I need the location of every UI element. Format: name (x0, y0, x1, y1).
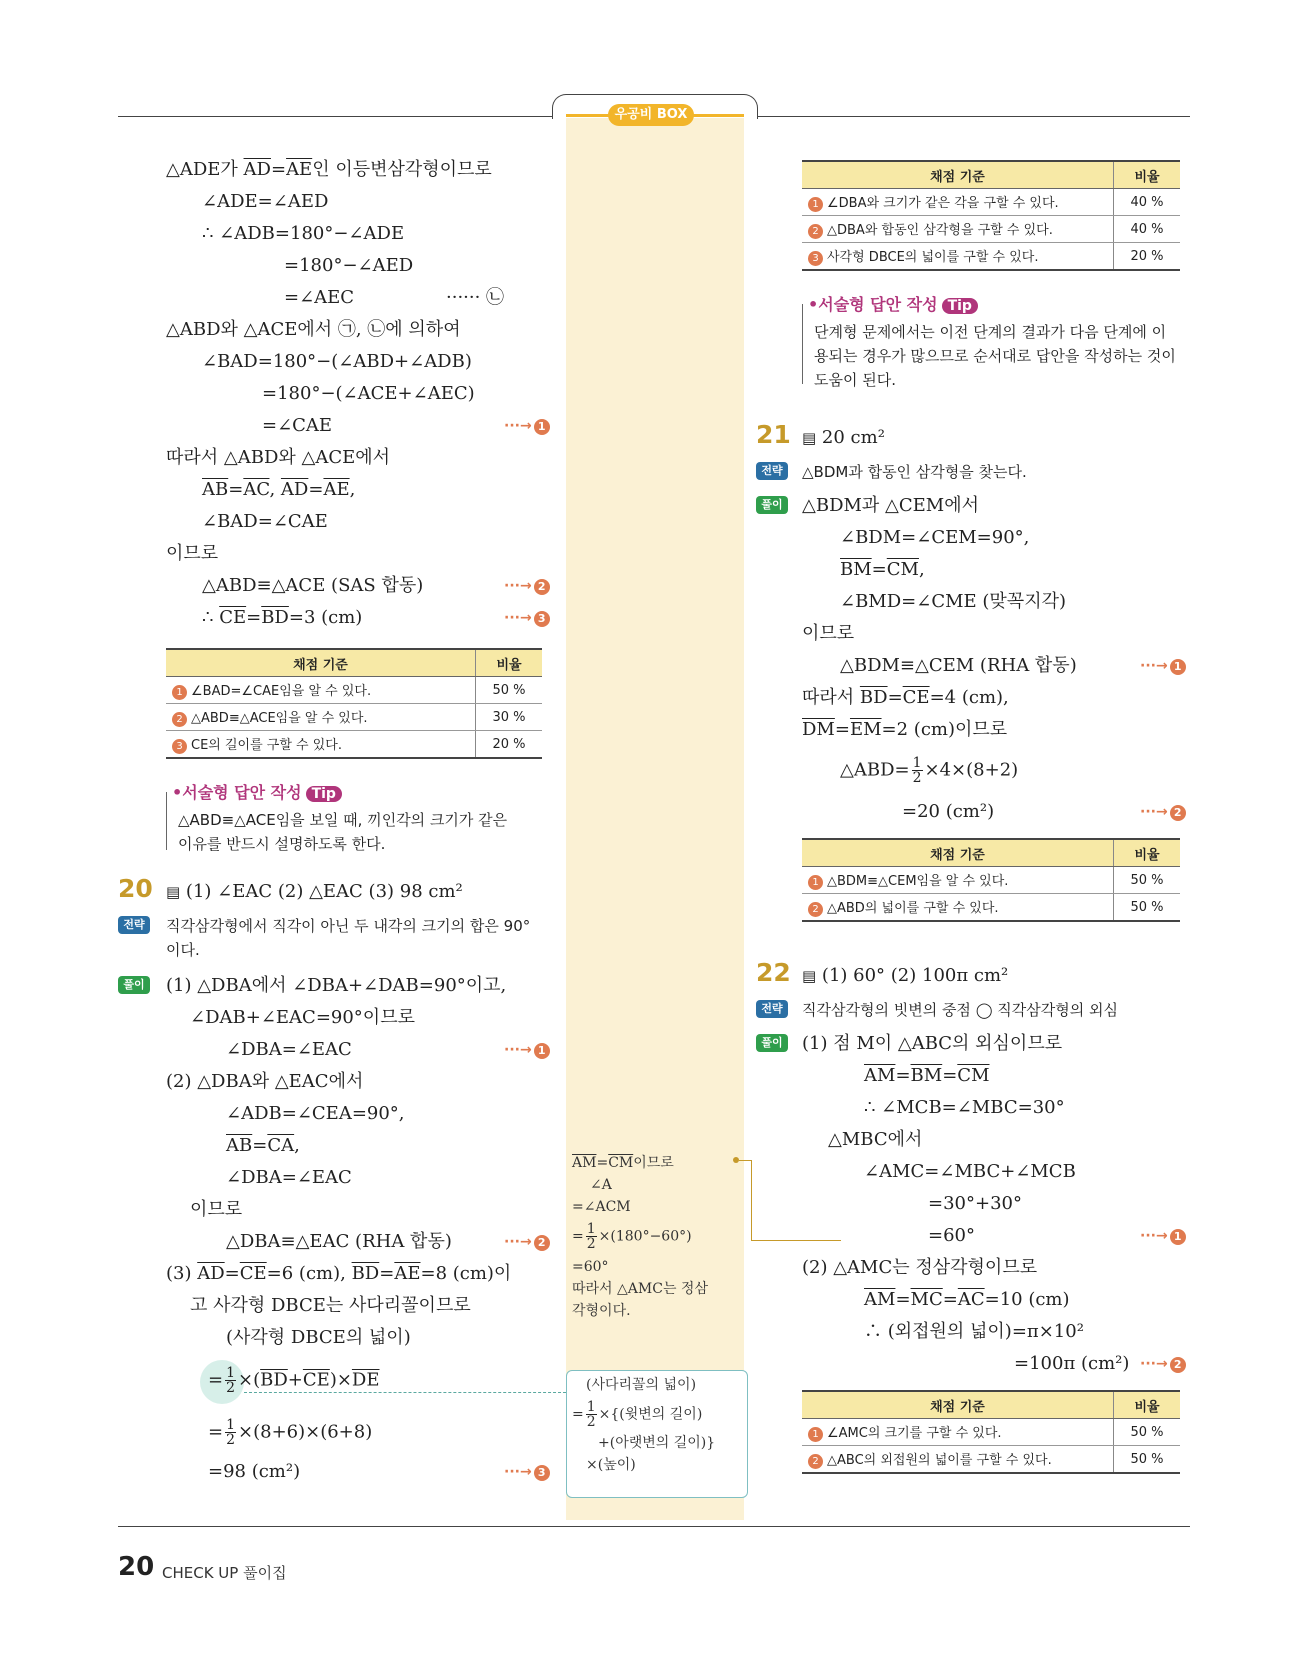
step-marker-2: ···→ 2 (1140, 804, 1186, 821)
line: △ADE가 $\overline{AD}=\overline{AE}$인 이등변삼각형이므로 (166, 159, 492, 180)
footer-rule (118, 1526, 1190, 1527)
line: ∴ $\overline{CE}=\overline{BD}=3$ (cm) (202, 607, 363, 628)
line: ∠BMD=∠CME (맞꼭지각) (840, 591, 1066, 612)
step-marker-3: ···→ 3 (504, 610, 550, 627)
line: (사각형 DBCE의 넓이) (226, 1327, 411, 1348)
grading-table-22 (802, 1390, 1180, 1474)
tip-bar (802, 304, 803, 384)
strategy-badge: 전략 (756, 462, 788, 480)
footer-title: CHECK UP 풀이집 (162, 1564, 287, 1582)
strategy-text: △BDM과 합동인 삼각형을 찾는다. (802, 463, 1027, 481)
grade-header-criteria: 채점 기준 (166, 649, 476, 677)
line: ∴ ∠ADB=180°−∠ADE (202, 223, 405, 244)
tip-bar (166, 792, 167, 850)
line: △BDM과 △CEM에서 (802, 495, 980, 516)
line: =∠CAE (262, 415, 333, 436)
line: $\overline{BM}=\overline{CM}$, (840, 559, 925, 580)
box-accent-line-right (690, 114, 744, 117)
tip-title: •서술형 답안 작성 Tip (808, 292, 978, 315)
line: ∠ADE=∠AED (202, 191, 329, 212)
line: (2) △DBA와 △EAC에서 (166, 1071, 364, 1092)
line: ∠AMC=∠MBC+∠MCB (864, 1161, 1076, 1182)
box-note: $\overline{AM}=\overline{CM}$이므로 (572, 1155, 674, 1171)
line: $\overline{AB}=\overline{AC}$, $\overline{AD}=\overline{AE}$, (202, 479, 356, 500)
box-note: = $\frac{1}{2}$ ×{(윗변의 길이) (572, 1399, 703, 1430)
box-note: =60° (572, 1259, 609, 1275)
question-number-22: 22 (756, 958, 791, 987)
grading-table-21 (802, 838, 1180, 922)
grade-header-criteria: 채점 기준 (802, 1391, 1114, 1419)
header-rule-right (754, 116, 1190, 117)
question-number-20: 20 (118, 874, 153, 903)
grade-header-criteria: 채점 기준 (802, 161, 1114, 189)
line: ∠BDM=∠CEM=90°, (840, 527, 1030, 548)
line: =180°−(∠ACE+∠AEC) (262, 383, 475, 404)
box-note: ∠A (590, 1177, 612, 1193)
line: ∠BAD=180°−(∠ABD+∠ADB) (202, 351, 472, 372)
step-marker-3: ···→ 3 (504, 1464, 550, 1481)
question-number-21: 21 (756, 420, 791, 449)
line: $\overline{AM}=\overline{MC}=\overline{AC}=10$ (cm) (864, 1289, 1070, 1310)
table-row: 2 △ABC의 외접원의 넓이를 구할 수 있다. 50 % (802, 1446, 1180, 1474)
step-marker-2: ···→ 2 (1140, 1356, 1186, 1373)
line: △ABD와 △ACE에서 ㉠, ㉡에 의하여 (166, 319, 461, 340)
line: ∠DBA=∠EAC (226, 1039, 352, 1060)
grade-header-rate: 비율 (1114, 839, 1181, 867)
line: △ABD= $\frac{1}{2}$ ×4×(8+2) (840, 755, 1019, 786)
step-marker-2: ···→ 2 (504, 1234, 550, 1251)
line: △MBC에서 (828, 1129, 923, 1150)
table-row: 1 ∠BAD=∠CAE임을 알 수 있다. 50 % (166, 677, 542, 704)
line: =100π (cm²) (1014, 1353, 1130, 1374)
line: (1) △DBA에서 ∠DBA+∠DAB=90°이고, (166, 975, 507, 996)
table-row: 3 CE의 길이를 구할 수 있다. 20 % (166, 731, 542, 759)
solution-badge: 풀이 (118, 976, 150, 994)
line: △BDM≡△CEM (RHA 합동) (840, 655, 1077, 676)
line: 이므로 (190, 1199, 243, 1220)
line: ∠DBA=∠EAC (226, 1167, 352, 1188)
line: =30°+30° (928, 1193, 1022, 1214)
line: $\overline{DM}=\overline{EM}=2$ (cm)이므로 (802, 719, 1008, 740)
line: =20 (cm²) (902, 801, 995, 822)
answer-21: ▤ 20 cm² (802, 427, 885, 448)
step-marker-1: ···→ 1 (1140, 1228, 1186, 1245)
header-rule-left (118, 116, 554, 117)
line: $\overline{AB}=\overline{CA}$, (226, 1135, 300, 1156)
solution-badge: 풀이 (756, 496, 788, 514)
grade-header-rate: 비율 (1114, 1391, 1181, 1419)
connector-line (751, 1160, 752, 1240)
box-note: +(아랫변의 길이)} (598, 1435, 716, 1451)
strategy-badge: 전략 (756, 1000, 788, 1018)
box-accent-line-left (566, 114, 612, 117)
grade-header-rate: 비율 (476, 649, 543, 677)
box-label: 우공비 BOX (608, 104, 694, 126)
box-note: =∠ACM (572, 1199, 631, 1215)
line: △DBA≡△EAC (RHA 합동) (226, 1231, 452, 1252)
grading-table-19 (166, 648, 542, 759)
line: = $\frac{1}{2}$ ×(8+6)×(6+8) (208, 1417, 373, 1448)
line: $\overline{AM}=\overline{BM}=\overline{CM}$ (864, 1065, 990, 1086)
line: 이므로 (802, 623, 855, 644)
line: (2) △AMC는 정삼각형이므로 (802, 1257, 1038, 1278)
line: ∴ ∠MCB=∠MBC=30° (864, 1097, 1065, 1118)
step-marker-1: ···→ 1 (504, 418, 550, 435)
grade-header-criteria: 채점 기준 (802, 839, 1114, 867)
strategy-text: 직각삼각형에서 직각이 아닌 두 내각의 크기의 합은 90° (166, 917, 531, 935)
strategy-text: 이다. (166, 941, 200, 959)
solution-badge: 풀이 (756, 1034, 788, 1052)
box-note: (사다리꼴의 넓이) (586, 1377, 697, 1393)
line: ······ ㉡ (446, 287, 505, 308)
step-marker-1: ···→ 1 (504, 1042, 550, 1059)
answer-22: ▤ (1) 60° (2) 100π cm² (802, 965, 1009, 986)
box-note: 따라서 △AMC는 정삼 (572, 1281, 708, 1297)
tip-text: 이유를 반드시 설명하도록 한다. (178, 835, 386, 853)
line: (3) $\overline{AD}=\overline{CE}=6$ (cm), $\overline{BD}=\overline{AE}=8$ (cm)이 (166, 1263, 512, 1284)
line: (1) 점 M이 △ABC의 외심이므로 (802, 1033, 1063, 1054)
connector-line (739, 1160, 751, 1161)
box-note: ×(높이) (586, 1457, 636, 1473)
box-note: = $\frac{1}{2}$ ×(180°−60°) (572, 1221, 692, 1252)
line: = $\frac{1}{2}$ $\times(\overline{BD}+\overline{CE})\times\overline{DE}$ (208, 1365, 380, 1396)
step-marker-1: ···→ 1 (1140, 658, 1186, 675)
grade-header-rate: 비율 (1114, 161, 1181, 189)
table-row: 1 ∠DBA와 크기가 같은 각을 구할 수 있다. 40 % (802, 189, 1180, 216)
line: ∠ADB=∠CEA=90°, (226, 1103, 405, 1124)
line: =180°−∠AED (284, 255, 414, 276)
table-row: 1 △BDM≡△CEM임을 알 수 있다. 50 % (802, 867, 1180, 894)
table-row: 1 ∠AMC의 크기를 구할 수 있다. 50 % (802, 1419, 1180, 1446)
line: =∠AEC (284, 287, 355, 308)
line: 따라서 △ABD와 △ACE에서 (166, 447, 391, 468)
step-marker-2: ···→ 2 (504, 578, 550, 595)
answer-20: ▤ (1) ∠EAC (2) △EAC (3) 98 cm² (166, 881, 463, 902)
tip-text: 단계형 문제에서는 이전 단계의 결과가 다음 단계에 이 (814, 323, 1167, 341)
line: 고 사각형 DBCE는 사다리꼴이므로 (190, 1295, 471, 1316)
line: 따라서 $\overline{BD}=\overline{CE}=4$ (cm), (802, 687, 1009, 708)
line: △ABD≡△ACE (SAS 합동) (202, 575, 424, 596)
box-note: 각형이다. (572, 1303, 631, 1319)
table-row: 3 사각형 DBCE의 넓이를 구할 수 있다. 20 % (802, 243, 1180, 271)
grading-table-20 (802, 160, 1180, 271)
line: ∴ (외접원의 넓이)=π×10² (864, 1321, 1084, 1342)
tip-title: •서술형 답안 작성 Tip (172, 780, 342, 803)
table-row: 2 △ABD≡△ACE임을 알 수 있다. 30 % (166, 704, 542, 731)
line: ∠BAD=∠CAE (202, 511, 328, 532)
tip-text: 용되는 경우가 많으므로 순서대로 답안을 작성하는 것이 (814, 347, 1176, 365)
footer-page-number: 20 (118, 1552, 155, 1582)
connector-line (751, 1240, 841, 1241)
tip-text: △ABD≡△ACE임을 보일 때, 끼인각의 크기가 같은 (178, 811, 508, 829)
line: 이므로 (166, 543, 219, 564)
tip-text: 도움이 된다. (814, 371, 896, 389)
table-row: 2 △DBA와 합동인 삼각형을 구할 수 있다. 40 % (802, 216, 1180, 243)
line: =98 (cm²) (208, 1461, 301, 1482)
strategy-badge: 전략 (118, 916, 150, 934)
strategy-text: 직각삼각형의 빗변의 중점 ◯ 직각삼각형의 외심 (802, 1001, 1118, 1019)
table-row: 2 △ABD의 넓이를 구할 수 있다. 50 % (802, 894, 1180, 922)
line: ∠DAB+∠EAC=90°이므로 (190, 1007, 415, 1028)
line: =60° (928, 1225, 975, 1246)
